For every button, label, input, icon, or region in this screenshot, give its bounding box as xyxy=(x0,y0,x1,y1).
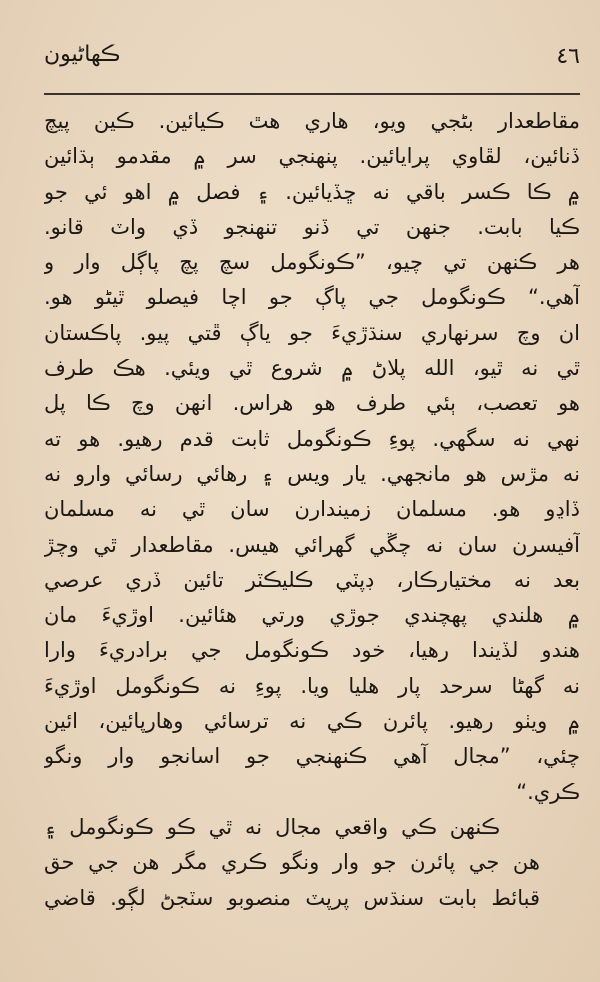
text-line: هن جي پائرن جو وار ونگو ڪري مگر هن جي حق xyxy=(44,850,540,875)
text-line: ٿي نه ٿيو، الله پلاڻ ۾ شروع ٿي ويئي. هڪ طرف xyxy=(44,356,580,381)
page-body xyxy=(44,104,580,916)
header-rule xyxy=(44,93,580,95)
page-header xyxy=(44,42,580,86)
text-line: هو تعصب، ٻئي طرف هو هراس. انهن وچ ڪا پل xyxy=(44,391,580,416)
text-line: هندو لڏيندا رهيا، خود ڪونگومل جي برادريءَ وارا xyxy=(44,638,580,663)
running-title: ڪهاڻيون xyxy=(44,42,121,67)
text-line: آفيسرن سان نه چڱي گهرائي هيس. مقاطعدار ٿي وچڙ xyxy=(44,532,580,557)
text-line: ڪري.“ xyxy=(516,779,580,804)
text-line: نه گهڻا سرحد پار هليا ويا. پوءِ نه ڪونگومل اوڙيءَ xyxy=(44,673,580,698)
text-line: قبائط بابت سنڌس پرپٽ منصوبو سٽجڻ لڳو. قاضي xyxy=(44,885,540,910)
text-line: ۾ هلندي پهچندي جوڙي ورتي هئائين. اوڙيءَ مان xyxy=(44,603,580,628)
paragraph xyxy=(44,810,580,916)
text-line: ان وچ سرنهاري سنڌڙيءَ جو ياڳ ڦتي پيو. پاڪستان xyxy=(44,320,580,345)
text-line: چئي، ”مجال آهي ڪنهنجي جو اسانجو وار ونگو xyxy=(44,744,580,769)
text-line: ڪنهن ڪي واقعي مجال نه ٿي ڪو ڪونگومل ۽ xyxy=(44,814,500,839)
text-line: نهي نه سگهي. پوءِ ڪونگومل ثابت قدم رهيو. هو ته xyxy=(44,426,580,451)
page-number: ٤٦ xyxy=(556,44,580,69)
text-line: هر ڪنهن تي چيو، ”ڪونگومل سچ پچ پاڳل وار و xyxy=(44,250,580,275)
text-line: ڪيا بابت. جنهن تي ڏنو تنهنجو ڏي واٽ قانو. xyxy=(44,214,580,239)
text-line: آهي.“ ڪونگومل جي پاڳ جو اچا فيصلو ٿيڻو هو. xyxy=(44,285,580,310)
text-line: نه مڙس هو مانجهي. يار ويس ۽ رهائي رسائي وارو نه xyxy=(44,461,580,486)
text-line: ڏاڍو هو. مسلمان زميندارن سان ٿي نه مسلمان xyxy=(44,497,580,522)
text-line: ۾ ڪا ڪسر باقي نه ڇڏيائين. ۽ فصل ۾ اهو ئي جو xyxy=(44,179,580,204)
text-line: بعد نه مختيارڪار، ڊپٽي ڪليڪٽر تائين ڏري عرصي xyxy=(44,567,580,592)
text-line: مقاطعدار بڻجي ويو، هاري هٿ ڪيائين. ڪين پيچ xyxy=(44,109,580,133)
paragraph xyxy=(44,104,580,810)
text-line: ڏنائين، لڦاوي پرايائين. پنهنجي سر ۾ مقدمو ٻڌائين xyxy=(44,144,580,169)
text-line: ۾ ويٺو رهيو. پائرن ڪي نه ترسائي وهارپائين، ائين xyxy=(44,709,580,734)
